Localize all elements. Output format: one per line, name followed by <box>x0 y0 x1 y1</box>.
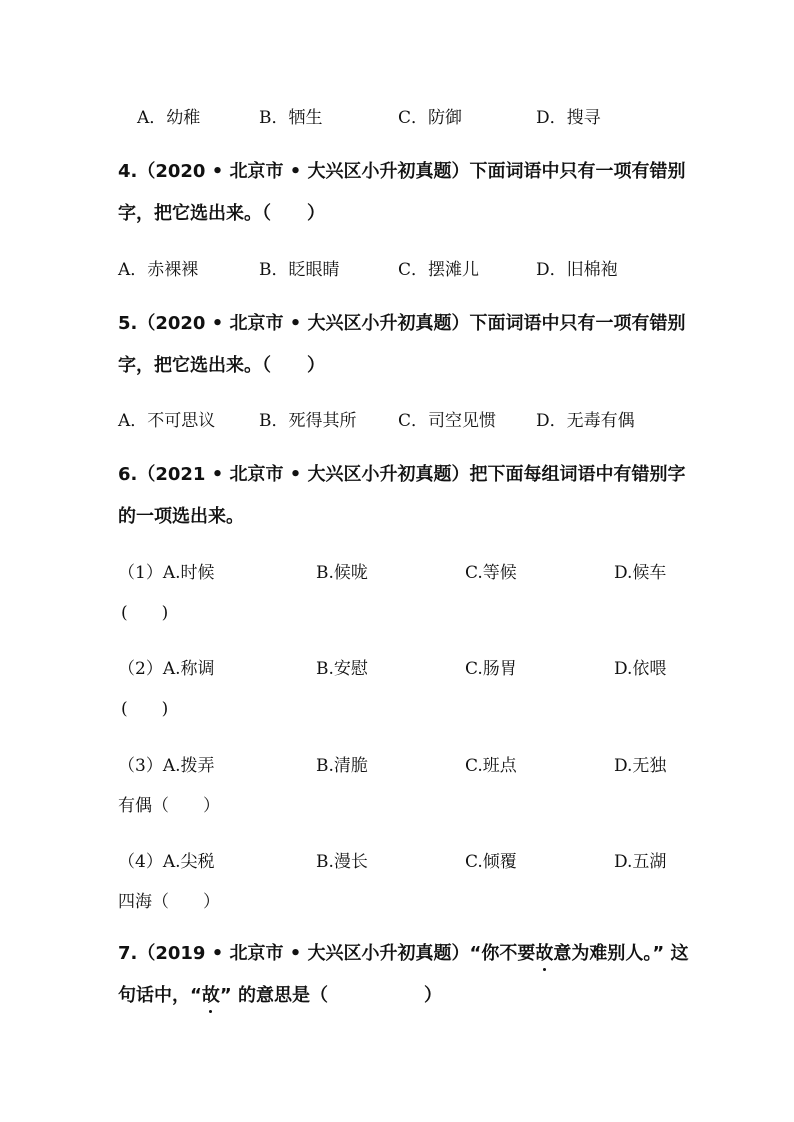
q3-option-c: C．防御 <box>398 108 463 128</box>
q5-stem-line1: 5.（2020 • 北京市 • 大兴区小升初真题）下面词语中只有一项有错别 <box>118 313 686 334</box>
q6-g2-option-d: D.依喂 <box>614 659 667 679</box>
q6-g3-answer-blank: 有偶（ ） <box>118 796 220 816</box>
q6-g2-answer-blank: ( ) <box>121 699 169 719</box>
q6-g4-option-d: D.五湖 <box>614 852 667 872</box>
q6-g4-answer-blank: 四海（ ） <box>118 892 220 912</box>
q6-g2-option-a: （2）A.称调 <box>118 659 215 679</box>
q6-g3-option-c: C.班点 <box>465 756 517 776</box>
q3-option-d: D．搜寻 <box>536 108 601 128</box>
q5-option-d: D．无毒有偶 <box>536 411 635 431</box>
q6-g4-option-c: C.倾覆 <box>465 852 517 872</box>
q7-emphasis-char: 故 <box>535 943 554 964</box>
q6-g1-option-d: D.候车 <box>614 563 667 583</box>
q7-stem-line2: 句话中，“故” 的意思是（ ） <box>118 985 442 1006</box>
q6-g2-option-c: C.肠胃 <box>465 659 517 679</box>
q5-option-b: B．死得其所 <box>259 411 357 431</box>
q5-option-a: A．不可思议 <box>118 411 216 431</box>
q4-stem-line2: 字，把它选出来。（ ） <box>118 203 325 224</box>
q6-g1-answer-blank: ( ) <box>121 603 169 623</box>
q6-g2-option-b: B.安慰 <box>316 659 368 679</box>
q4-option-c: C．摆滩儿 <box>398 260 480 280</box>
q5-option-c: C．司空见惯 <box>398 411 497 431</box>
q4-stem-line1: 4.（2020 • 北京市 • 大兴区小升初真题）下面词语中只有一项有错别 <box>118 161 686 182</box>
q6-g1-option-b: B.候咙 <box>316 563 368 583</box>
q5-stem-line2: 字，把它选出来。（ ） <box>118 355 325 376</box>
q7-stem-line1: 7.（2019 • 北京市 • 大兴区小升初真题）“你不要故意为难别人。” 这 <box>118 943 689 964</box>
q4-option-a: A．赤裸裸 <box>118 260 199 280</box>
q6-g1-option-c: C.等候 <box>465 563 517 583</box>
q3-option-a: A．幼稚 <box>137 108 201 128</box>
q7-emphasis-char-2: 故 <box>201 985 220 1006</box>
q6-stem-line2: 的一项选出来。 <box>118 506 244 527</box>
q6-g3-option-b: B.清脆 <box>316 756 368 776</box>
q6-g3-option-d: D.无独 <box>614 756 667 776</box>
q4-option-b: B．眨眼睛 <box>259 260 340 280</box>
q6-g4-option-a: （4）A.尖税 <box>118 852 215 872</box>
q6-g1-option-a: （1）A.时候 <box>118 563 215 583</box>
q6-stem-line1: 6.（2021 • 北京市 • 大兴区小升初真题）把下面每组词语中有错别字 <box>118 464 686 485</box>
q4-option-d: D．旧棉袍 <box>536 260 618 280</box>
q6-g3-option-a: （3）A.拨弄 <box>118 756 215 776</box>
q3-option-b: B．牺生 <box>259 108 323 128</box>
q6-g4-option-b: B.漫长 <box>316 852 368 872</box>
